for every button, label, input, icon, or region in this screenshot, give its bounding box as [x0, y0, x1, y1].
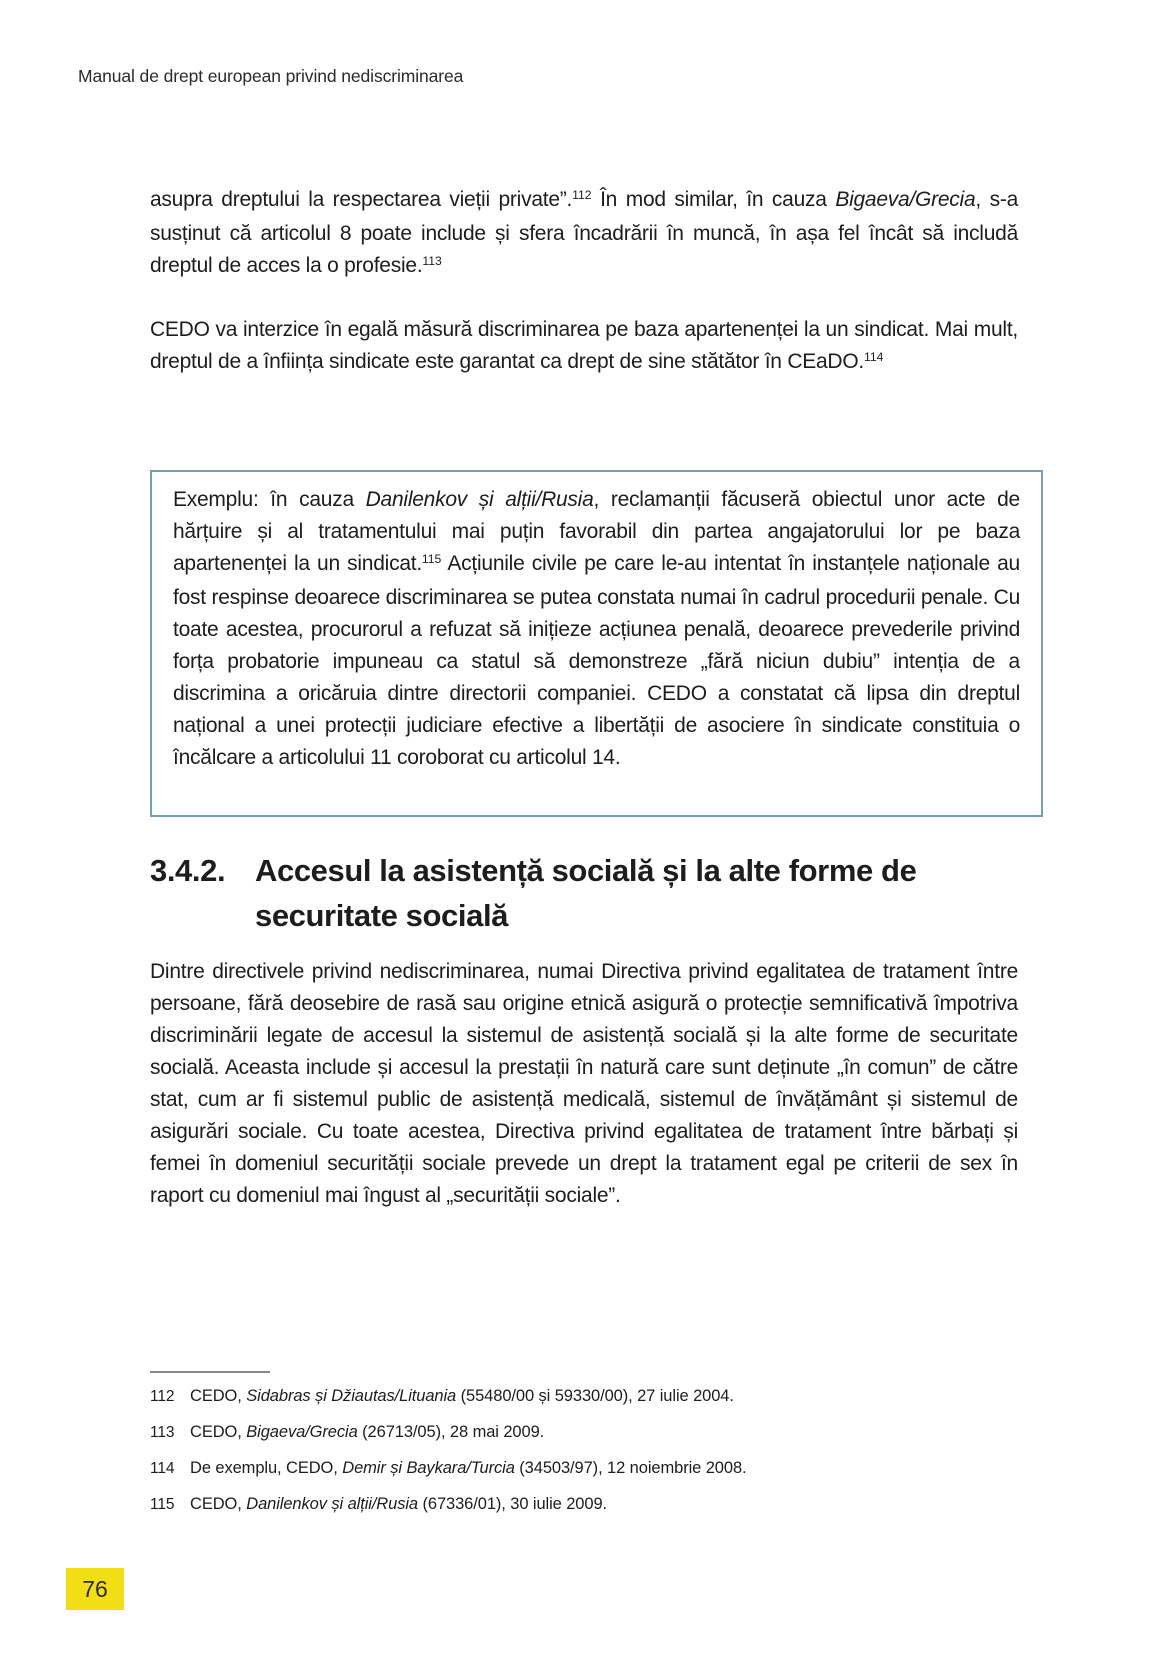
- footnote-number: 113: [150, 1424, 175, 1441]
- footnote-text: CEDO, Danilenkov și alții/Rusia (67336/01), 30 iulie 2009.: [190, 1495, 608, 1513]
- page-number-badge: [66, 1568, 124, 1610]
- section-heading-number: 3.4.2.: [150, 853, 226, 888]
- footnote-114: [150, 1457, 1030, 1480]
- footnote-113: [150, 1421, 1030, 1444]
- footnotes: [150, 1385, 1030, 1529]
- footnote-separator: [150, 1371, 270, 1373]
- body-paragraph-2: CEDO va interzice în egală măsură discriminarea pe baza apartenenței la un sindicat. Mai mult, dreptul de a înființa sindicate este garantat ca drept de sine stătător în CEaDO.$^{114}$: [150, 318, 1018, 373]
- page-number: 76: [82, 1575, 108, 1602]
- body-paragraph-3: Dintre directivele privind nediscriminarea, numai Directiva privind egalitatea de tratament între persoane, fără deosebire de rasă sau origine etnică asigură o protecție semnificativă împotriva discriminării legate de accesul la sistemul de asistență socială și la alte forme de securitate socială. Aceasta include și accesul la prestații în natură care sunt deținute „în comun” de către stat, cum ar fi sistemul public de asistență medicală, sistemul de învățământ și sistemul de asigurări sociale. Cu toate acestea, Directiva privind egalitatea de tratament între bărbați și femei în domeniul securității sociale prevede un drept la tratament egal pe criterii de sex în raport cu domeniul mai îngust al „securității sociale”.: [150, 960, 1018, 1207]
- footnote-text: De exemplu, CEDO, Demir și Baykara/Turcia (34503/97), 12 noiembrie 2008.: [190, 1459, 747, 1477]
- footnote-number: 114: [150, 1460, 175, 1477]
- footnote-text: CEDO, Sidabras și Džiautas/Lituania (55480/00 și 59330/00), 27 iulie 2004.: [190, 1387, 734, 1405]
- footnote-115: [150, 1493, 1030, 1516]
- running-header: Manual de drept european privind nediscriminarea: [78, 66, 464, 86]
- example-box: [150, 470, 1043, 817]
- footnote-number: 115: [150, 1496, 175, 1513]
- footnote-112: [150, 1385, 1030, 1408]
- body-paragraph-1: asupra dreptului la respectarea vieții private”.$^{112}$ În mod similar, în cauza Bigaeva/Grecia, s-a susținut că articolul 8 poate include și sfera încadrării în muncă, în așa fel încât să includă dreptul de acces la o profesie.$^{113}$: [150, 188, 1019, 277]
- section-heading-title: Accesul la asistență socială și la alte forme de securitate socială: [255, 853, 917, 933]
- section-heading: [150, 848, 1030, 938]
- footnote-number: 112: [150, 1388, 175, 1405]
- example-box-text: Exemplu: în cauza Danilenkov și alții/Rusia, reclamanții făcuseră obiectul unor acte de hărțuire și al tratamentului mai puțin favorabil din partea angajatorului lor pe baza apartenenței la un sindicat.$^{115}$ Acțiunile civile pe care le-au intentat în instanțele naționale au fost respinse deoarece discriminarea se putea constata numai în cadrul procedurii penale. Cu toate acestea, procurorul a refuzat să inițieze acțiunea penală, deoarece prevederile privind forța probatorie impuneau ca statul să demonstreze „fără niciun dubiu” intenția de a discrimina a oricăruia dintre directorii companiei. CEDO a constatat că lipsa din dreptul național a unei protecții judiciare efective a libertății de asociere în sindicate constituia o încălcare a articolului 11 coroborat cu articolul 14.: [173, 488, 1020, 769]
- footnote-text: CEDO, Bigaeva/Grecia (26713/05), 28 mai 2009.: [190, 1423, 545, 1441]
